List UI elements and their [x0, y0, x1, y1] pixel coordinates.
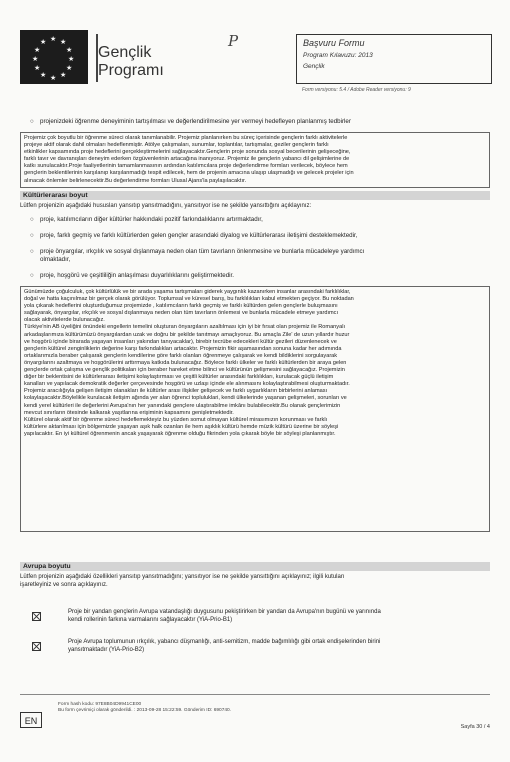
check-line: Proje bir yandan gençlerin Avrupa vatandaşlığı duygusunu pekiştirirken bir yandan da Avrupa'nın bugünü ve yarınında — [68, 609, 381, 615]
text-line: gençlerin kültürel zenginliklerin değerine karşı farkındalıkları artacaktır. Projemizin fikir aşamasından sonuna kadar her adımında — [24, 345, 342, 352]
bullet-circle-icon: ○ — [30, 232, 34, 239]
star-icon: ★ — [50, 36, 57, 43]
program-title — [98, 44, 164, 80]
star-icon: ★ — [34, 47, 41, 54]
list-item — [30, 118, 490, 126]
list-item: ○ proje önyargılar, ırkçılık ve sosyal dışlanmaya neden olan tüm tavırların önlenmesine ve bunlarla mücadeleye yardımcı — [30, 248, 365, 255]
form-version: Form versiyonu: 5.4 / Adobe Reader versiyonu: 9 — [302, 87, 411, 93]
program-title-line1: Gençlik — [98, 44, 152, 61]
checkbox-checked[interactable] — [32, 612, 41, 621]
check-line: yansıtmaktadır (YiA-Prio-B2) — [68, 647, 145, 653]
star-icon: ★ — [40, 39, 47, 46]
star-icon: ★ — [34, 65, 41, 72]
list-item: ○ proje, farklı geçmiş ve farklı kültürlerden gelen gençler arasındaki diyalog ve kültürlerarası iletişimi desteklemektedir, — [30, 232, 358, 239]
answer-text-box[interactable] — [20, 286, 490, 532]
section-header-european: Avrupa boyutu — [20, 562, 490, 571]
list-item: ○ proje, hoşgörü ve çeşitliliğin anlaşılması duyarlılıklarını geliştirmektedir. — [30, 272, 234, 279]
text-line: kültürlere aktarılması için bölgemizde yaşayan aşık halk ozanları ile hem aşıklık kültürü hemde müzik kültürü üzerine bir söyleşi — [24, 423, 339, 430]
text-line: kendi yerel kültürleri ile değerlerini Avrupa'nın her yanındaki gençlere ulaştırabilme imkânı bulabilecektir.Bu olanak gençlerimizin — [24, 402, 341, 409]
star-icon: ★ — [68, 56, 75, 63]
answer-text-box[interactable] — [20, 132, 490, 188]
bullet-circle-icon: ○ — [30, 216, 34, 223]
text-line: Türkiye'nin AB üyeliğini önündeki engellerin temelini oluşturan önyargıların azaltılması için iyi bir fırsat olan projemiz ile Romanyalı — [24, 324, 345, 331]
text-line: katkı sunulacaktır.Proje faaliyetlerinin tamamlanmasının ardından katılımcılara proje değerlendirme formları verilecek, böylece hem — [24, 163, 348, 170]
checkbox-checked[interactable] — [32, 642, 41, 651]
text-line: kolaylaşacaktır.Böylelikle kurulacak iletişim ağında yer alan öğrenci topluluklari, kendi ülkelerinde yaşanan gelişmeleri, sorunları ve — [24, 395, 347, 402]
list-item-continued: olmaktadır, — [40, 256, 71, 263]
star-icon: ★ — [66, 65, 73, 72]
text-line: diğer bir beklentisini de kültürlerarası iletişimi kolaylaştırması ve çeşitli kültürler arasındaki farklılıkları, kurulacak güçlü iletişim — [24, 374, 334, 381]
text-line: etkinlikler kapsamında proje hedeflerini gerçekleştirmelerini sağlayacaktır.Gençlerin proje sonunda sosyal becerilerinin gelişeceğine, — [24, 149, 351, 156]
text-line: Projemiz aracılığıyla gelişen iletişim olanakları ile kültürler arası ilişkiler gelişecek ve farklı uygarlıkların birbirlerini anlaması — [24, 388, 328, 395]
form-hash: Form hash kodu: 97E8B04D9941CE00 — [58, 702, 142, 707]
text-line: Günümüzde çoğulculuk, çok kültürlülük ve bir arada yaşama tartışmaları giderek yaygınlık kazanırken insanlar arasındaki farklılıklar, — [24, 289, 351, 295]
check-item-b1 — [68, 608, 490, 624]
eu-flag-logo — [20, 30, 88, 84]
language-badge: EN — [20, 712, 42, 728]
text-line: önyargılarını azaltmaya ve hoşgörülerini arttırmaya katkıda bulunacağız. Böylece farklı ülkeler ve farklı kültürlerden bir araya gelen — [24, 359, 347, 366]
check-line: kendi rollerinin farkına varmalarını sağlayacaktır (YiA-Prio-B1) — [68, 617, 233, 623]
text-line: yola çıkarak hedeflerini oluşturduğumuz projemizde , katılımcıların farklı geçmiş ve farklı kültürden gelen gençlerle buluşmasını — [24, 303, 338, 310]
text-line: kanalları ve yapılacak demokratik değerler çerçevesinde hoşgörü ve uzlaşı içinde ele alınmasını kolaylaştırabilmesi oluşturmaktadır. — [24, 381, 350, 388]
bullet-circle-icon: ○ — [30, 272, 34, 279]
text-line: mevcut sınırların ötesinde kalkarak yaşıtlarına erişiminin kapsamını genişletmektedir. — [24, 409, 234, 416]
text-line: ortaklarımızla beraber çalışarak gençlerin kendilerine göre farklı olanları öğrenmeye çalışarak ve kendi bildiklerini sorgulayarak — [24, 352, 338, 359]
text-line: projeye aktif olarak dahil olmaları hedeflenmiştir. Atölye çalışmaları, sunumlar, toplantılar, tartışmalar, geziler gençlerin farklı — [24, 142, 329, 149]
text-line: farklı tavır ve davranışları deneyim ederken özgüvenlerinin artacağına inanıyoruz. Projemiz ile gençlerin yabancı dil gelişimlerine de — [24, 156, 350, 163]
form-program: Gençlik — [303, 63, 325, 70]
form-title: Başvuru Formu — [303, 38, 365, 48]
text-line: yapılacaktır. En iyi kültürel öğrenmenin ancak yaşayarak öğrenme olduğu fikrinden yola çıkarak böyle bir söyleşi planlanmıştır. — [24, 430, 336, 437]
text-line: gençlerin beklentilerinin karşılanıp karşılanmadığı tespit edilecek, hem de projenin amacına ulaşıp ulaşmadığı ve gelecek projeler için — [24, 170, 354, 177]
footer-info — [58, 702, 478, 714]
page-number: Sayfa 30 / 4 — [460, 724, 490, 730]
form-guide: Program Kılavuzu: 2013 — [303, 52, 373, 59]
star-icon: ★ — [50, 75, 57, 82]
program-title-line2: Programı — [98, 62, 164, 79]
check-line: Proje Avrupa toplumunun ırkçılık, yabancı düşmanlığı, anti-semitizm, madde bağımlılığı gibi ortak endişelerinden birini — [68, 639, 381, 645]
star-icon: ★ — [32, 56, 39, 63]
footer-divider — [20, 694, 490, 695]
bullet-circle-icon: ○ — [30, 248, 34, 255]
top-bullet-text: projenizdeki öğrenme deneyiminin tartışılması ve değerlendirilmesine yer vermeyi hedefleyen planlanmış tedbirler — [40, 118, 351, 125]
text-line: olacak aktivitelerde bulunacağız. — [24, 317, 105, 324]
text-line: arkadaşlarımıza kültürümüzü önyargılardan uzak ve doğru bir şekilde tanıtmayı amaçlıyoruz. Bu amaçla Zile' de uzun yıllardır huzur — [24, 331, 350, 338]
section-header-intercultural: Kültürlerarası boyut — [20, 191, 490, 200]
star-icon: ★ — [60, 72, 67, 79]
star-icon: ★ — [60, 39, 67, 46]
text-line: ve hoşgörü içinde birarada yaşayan insanları yakından tanıyacaklar), birebir tecrübe edecekleri kültür gezileri düzenlenecek ve — [24, 338, 337, 345]
section-intro — [20, 573, 490, 589]
star-icon: ★ — [40, 72, 47, 79]
form-info-box — [296, 34, 492, 84]
section-intro: Lütfen projenizin aşağıdaki hususları yansıtıp yansıtmadığını, yansıtıyor ise ne şekilde yansıttığını açıklayınız: — [20, 203, 312, 209]
intro-line: Lütfen projenizin aşağıdaki özellikleri yansıtıp yansıtmadığını; yansıtıyor ise ne şekilde yansıttığını açıklayınız; ilgili kutuları — [20, 574, 345, 580]
intro-line: işaretleyiniz ve sonra açıklayınız. — [20, 582, 108, 588]
text-line: sağlayarak, önyargılar, ırkçılık ve sosyal dışlanmaya neden olan tüm tavırların önlemesi ve bunlarla mücadele etmeye yardımcı — [24, 310, 339, 317]
submission-info: Bu form çevrimiçi olarak gönderildi. : 2013-09-28 15:22:59. Gönderim ID: 690740. — [58, 708, 232, 713]
text-line: gençlerde ortak çalışma ve gençlik politikaları için beraber hareket etme bilinci ve kültürünün gelişmesini sağlayacağız. Projemizin — [24, 367, 345, 374]
handwritten-mark: P — [228, 32, 239, 50]
check-item-b2 — [68, 638, 490, 654]
bullet-circle-icon: ○ — [30, 118, 34, 125]
text-line: Projemiz çok boyutlu bir öğrenme süreci olarak tanımlanabilir. Projemiz planlanırken bu süreç içerisinde gençlerin farklı aktivitelerle — [24, 135, 348, 141]
text-line: Kültürel olarak aktif bir öğrenme süreci hedeflemekteyiz bu yüzden somut olmayan kültürel mirasımızın korunması ve farklı — [24, 416, 328, 423]
text-line: doğal ve hatta kaçınılmaz bir gerçek olarak görülüyor. Toplumsal ve küresel barış, bu farklılıkları kabul etmekten geçiyor. Bu noktadan — [24, 296, 354, 303]
list-item: ○ proje, katılımcıların diğer kültürler hakkındaki pozitif farkındalıklarını artırmaktadır, — [30, 216, 263, 223]
text-line: alınacak önlemler belirlenecektir.Bu değerlendirme formları Ulusal Ajans'la paylaşılacaktır. — [24, 177, 247, 184]
star-icon: ★ — [66, 47, 73, 54]
